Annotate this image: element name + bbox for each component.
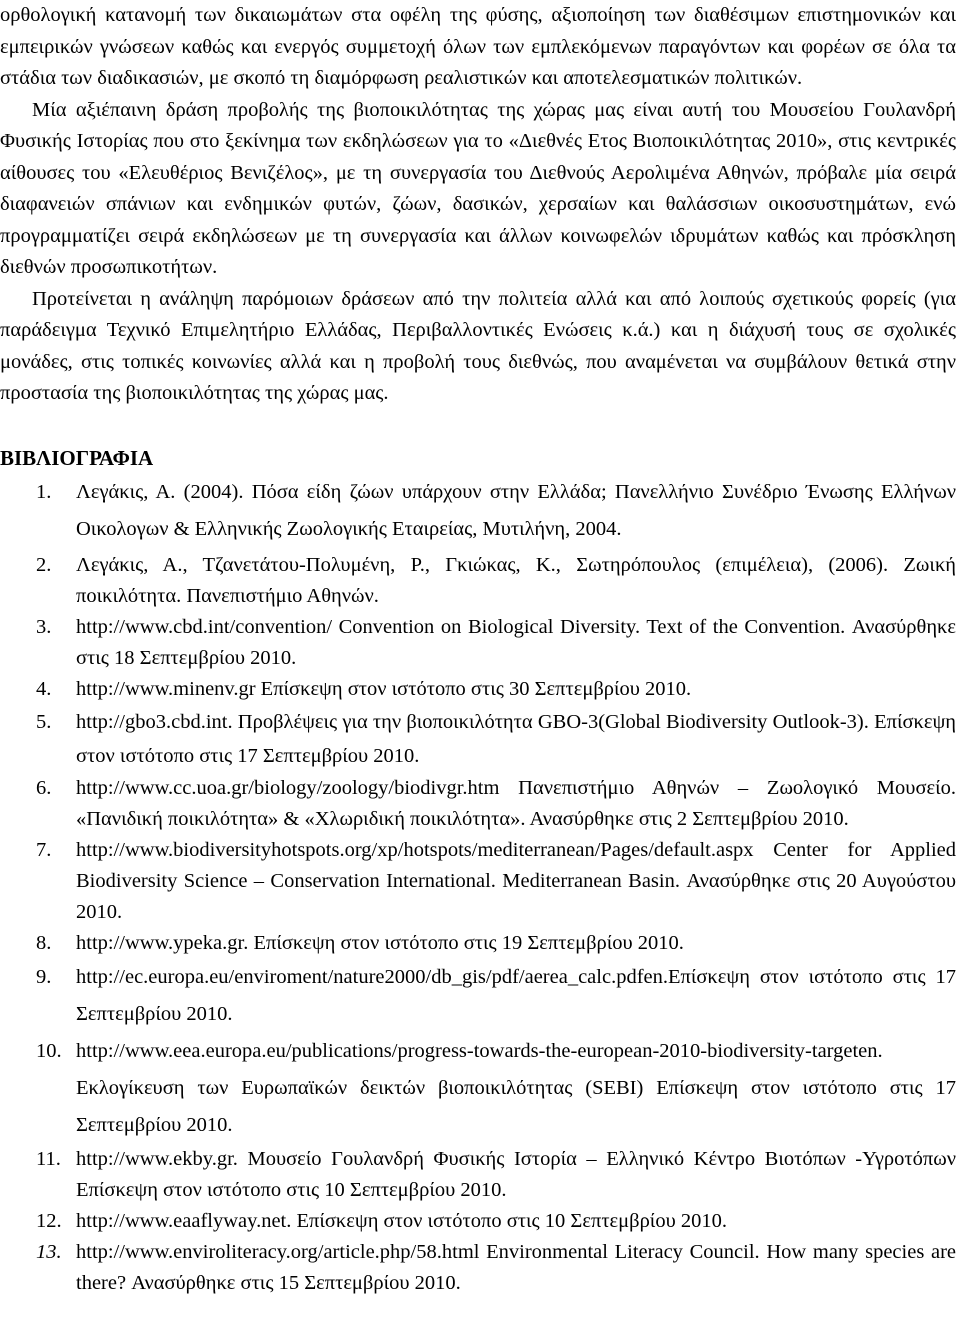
reference-number: 7.	[36, 838, 52, 861]
reference-item	[0, 928, 956, 959]
reference-item	[0, 1237, 956, 1299]
reference-item	[0, 550, 956, 612]
reference-text: http://www.minenv.gr Επίσκεψη στον ιστότοπο στις 30 Σεπτεμβρίου 2010.	[76, 677, 692, 700]
body-paragraph: Προτείνεται η ανάληψη παρόμοιων δράσεων από την πολιτεία αλλά και από λοιπούς σχετικούς φορείς (για παράδειγμα Τεχνικό Επιμελητήριο Ελλάδας, Περιβαλλοντικές Ενώσεις κ.ά.) και η διάχυσή τους σε σχολικές μονάδες, στις τοπικές κοινωνίες αλλά και η προβολή τους διεθνώς, που αναμένεται να συμβάλουν θετικά στην προστασία της βιοποικιλότητας της χώρας μας.	[0, 287, 956, 404]
reference-text: Λεγάκις, Α., Τζανετάτου-Πολυμένη, Ρ., Γκιώκας, Κ., Σωτηρόπουλος (επιμέλεια), (2006). Ζωική ποικιλότητα. Πανεπιστήμιο Αθηνών.	[76, 553, 956, 607]
reference-number: 12.	[36, 1209, 62, 1232]
reference-text: Λεγάκις, Α. (2004). Πόσα είδη ζώων υπάρχουν στην Ελλάδα; Πανελλήνιο Συνέδριο Ένωσης Ελλήνων Οικολογων & Ελληνικής Ζωολογικής Εταιρείας, Μυτιλήνη, 2004.	[76, 480, 956, 540]
reference-number: 11.	[36, 1147, 61, 1170]
reference-item	[0, 612, 956, 674]
reference-number: 3.	[36, 615, 52, 638]
reference-number: 13.	[36, 1240, 62, 1263]
reference-item	[0, 1206, 956, 1237]
body-paragraph: ορθολογική κατανομή των δικαιωμάτων στα οφέλη της φύσης, αξιοποίηση των διαθέσιμων επιστημονικών και εμπειρικών γνώσεων καθώς και ενεργός συμμετοχή όλων των εμπλεκόμενων παραγόντων και φορέων σε όλα τα στάδια των διαδικασιών, με σκοπό τη διαμόρφωση ρεαλιστικών και αποτελεσματικών πολιτικών.	[0, 4, 956, 89]
reference-item	[0, 1144, 956, 1206]
reference-text: http://www.cc.uoa.gr/biology/zoology/biodivgr.htm Πανεπιστήμιο Αθηνών – Ζωολογικό Μουσείο. «Πανιδική ποικιλότητα» & «Χλωριδική ποικιλότητα». Ανασύρθηκε στις 2 Σεπτεμβρίου 2010.	[76, 776, 956, 830]
reference-item	[0, 705, 956, 773]
reference-text: http://www.biodiversityhotspots.org/xp/hotspots/mediterranean/Pages/default.aspx Center for Applied Biodiversity Science – Conservation International. Mediterranean Basin. Ανασύρθηκε στις 20 Αυγούστου 2010.	[76, 838, 956, 923]
reference-text: http://www.enviroliteracy.org/article.php/58.html Environmental Literacy Council. How many species are there? Ανασύρθηκε στις 15 Σεπτεμβρίου 2010.	[76, 1240, 956, 1294]
reference-number: 5.	[36, 710, 52, 733]
reference-text: http://www.ypeka.gr. Επίσκεψη στον ιστότοπο στις 19 Σεπτεμβρίου 2010.	[76, 931, 684, 954]
reference-text: http://www.ekby.gr. Μουσείο Γουλανδρή Φυσικής Ιστορία – Ελληνικό Κέντρο Βιοτόπων -Υγροτόπων Επίσκεψη στον ιστότοπο στις 10 Σεπτεμβρίου 2010.	[76, 1147, 956, 1201]
body-paragraph: Μία αξιέπαινη δράση προβολής της βιοποικιλότητας της χώρας μας είναι αυτή του Μουσείου Γουλανδρή Φυσικής Ιστορίας που στο ξεκίνημα των εκδηλώσεων για το «Διεθνές Ετος Βιοποικιλότητας 2010», στις κεντρικές αίθουσες του «Ελευθέριος Βενιζέλος», με τη συνεργασία του Διεθνούς Αερολιμένα Αθηνών, πρόβαλε μία σειρά διαφανειών σπάνιων και ενδημικών φυτών, ζώων, δασικών, χερσαίων και θαλάσσιων οικοσυστημάτων, ενώ προγραμματίζει σειρά εκδηλώσεων με τη συνεργασία και άλλων κοινωφελών ιδρυμάτων καθώς και πρόσκληση διεθνών προσωπικοτήτων.	[0, 98, 956, 278]
reference-item	[0, 1033, 956, 1144]
reference-text: http://www.eaaflyway.net. Επίσκεψη στον ιστότοπο στις 10 Σεπτεμβρίου 2010.	[76, 1209, 727, 1232]
reference-number: 10.	[36, 1039, 62, 1062]
reference-number: 2.	[36, 553, 52, 576]
reference-number: 6.	[36, 776, 52, 799]
reference-item	[0, 474, 956, 548]
reference-text: http://gbo3.cbd.int. Προβλέψεις για την βιοποικιλότητα GBO-3(Global Biodiversity Outlook-3). Επίσκεψη στον ιστότοπο στις 17 Σεπτεμβρίου 2010.	[76, 710, 956, 767]
reference-item	[0, 835, 956, 928]
reference-number: 4.	[36, 677, 52, 700]
reference-number: 1.	[36, 480, 52, 503]
reference-item	[0, 959, 956, 1033]
reference-item	[0, 674, 956, 705]
bibliography-heading: ΒΙΒΛΙΟΓΡΑΦΙΑ	[0, 445, 154, 470]
reference-number: 8.	[36, 931, 52, 954]
reference-text: http://www.eea.europa.eu/publications/progress-towards-the-european-2010-biodiversity-targeten. Εκλογίκευση των Ευρωπαϊκών δεικτών βιοποικιλότητας (SEBI) Επίσκεψη στον ιστότοπο στις 17 Σεπτεμβρίου 2010.	[76, 1039, 956, 1136]
reference-text: http://www.cbd.int/convention/ Convention on Biological Diversity. Text of the Convention. Ανασύρθηκε στις 18 Σεπτεμβρίου 2010.	[76, 615, 956, 669]
reference-list	[0, 474, 956, 1299]
reference-number: 9.	[36, 965, 52, 988]
reference-item	[0, 773, 956, 835]
reference-text: http://ec.europa.eu/enviroment/nature2000/db_gis/pdf/aerea_calc.pdfen.Επίσκεψη στον ιστότοπο στις 17 Σεπτεμβρίου 2010.	[76, 965, 956, 1025]
